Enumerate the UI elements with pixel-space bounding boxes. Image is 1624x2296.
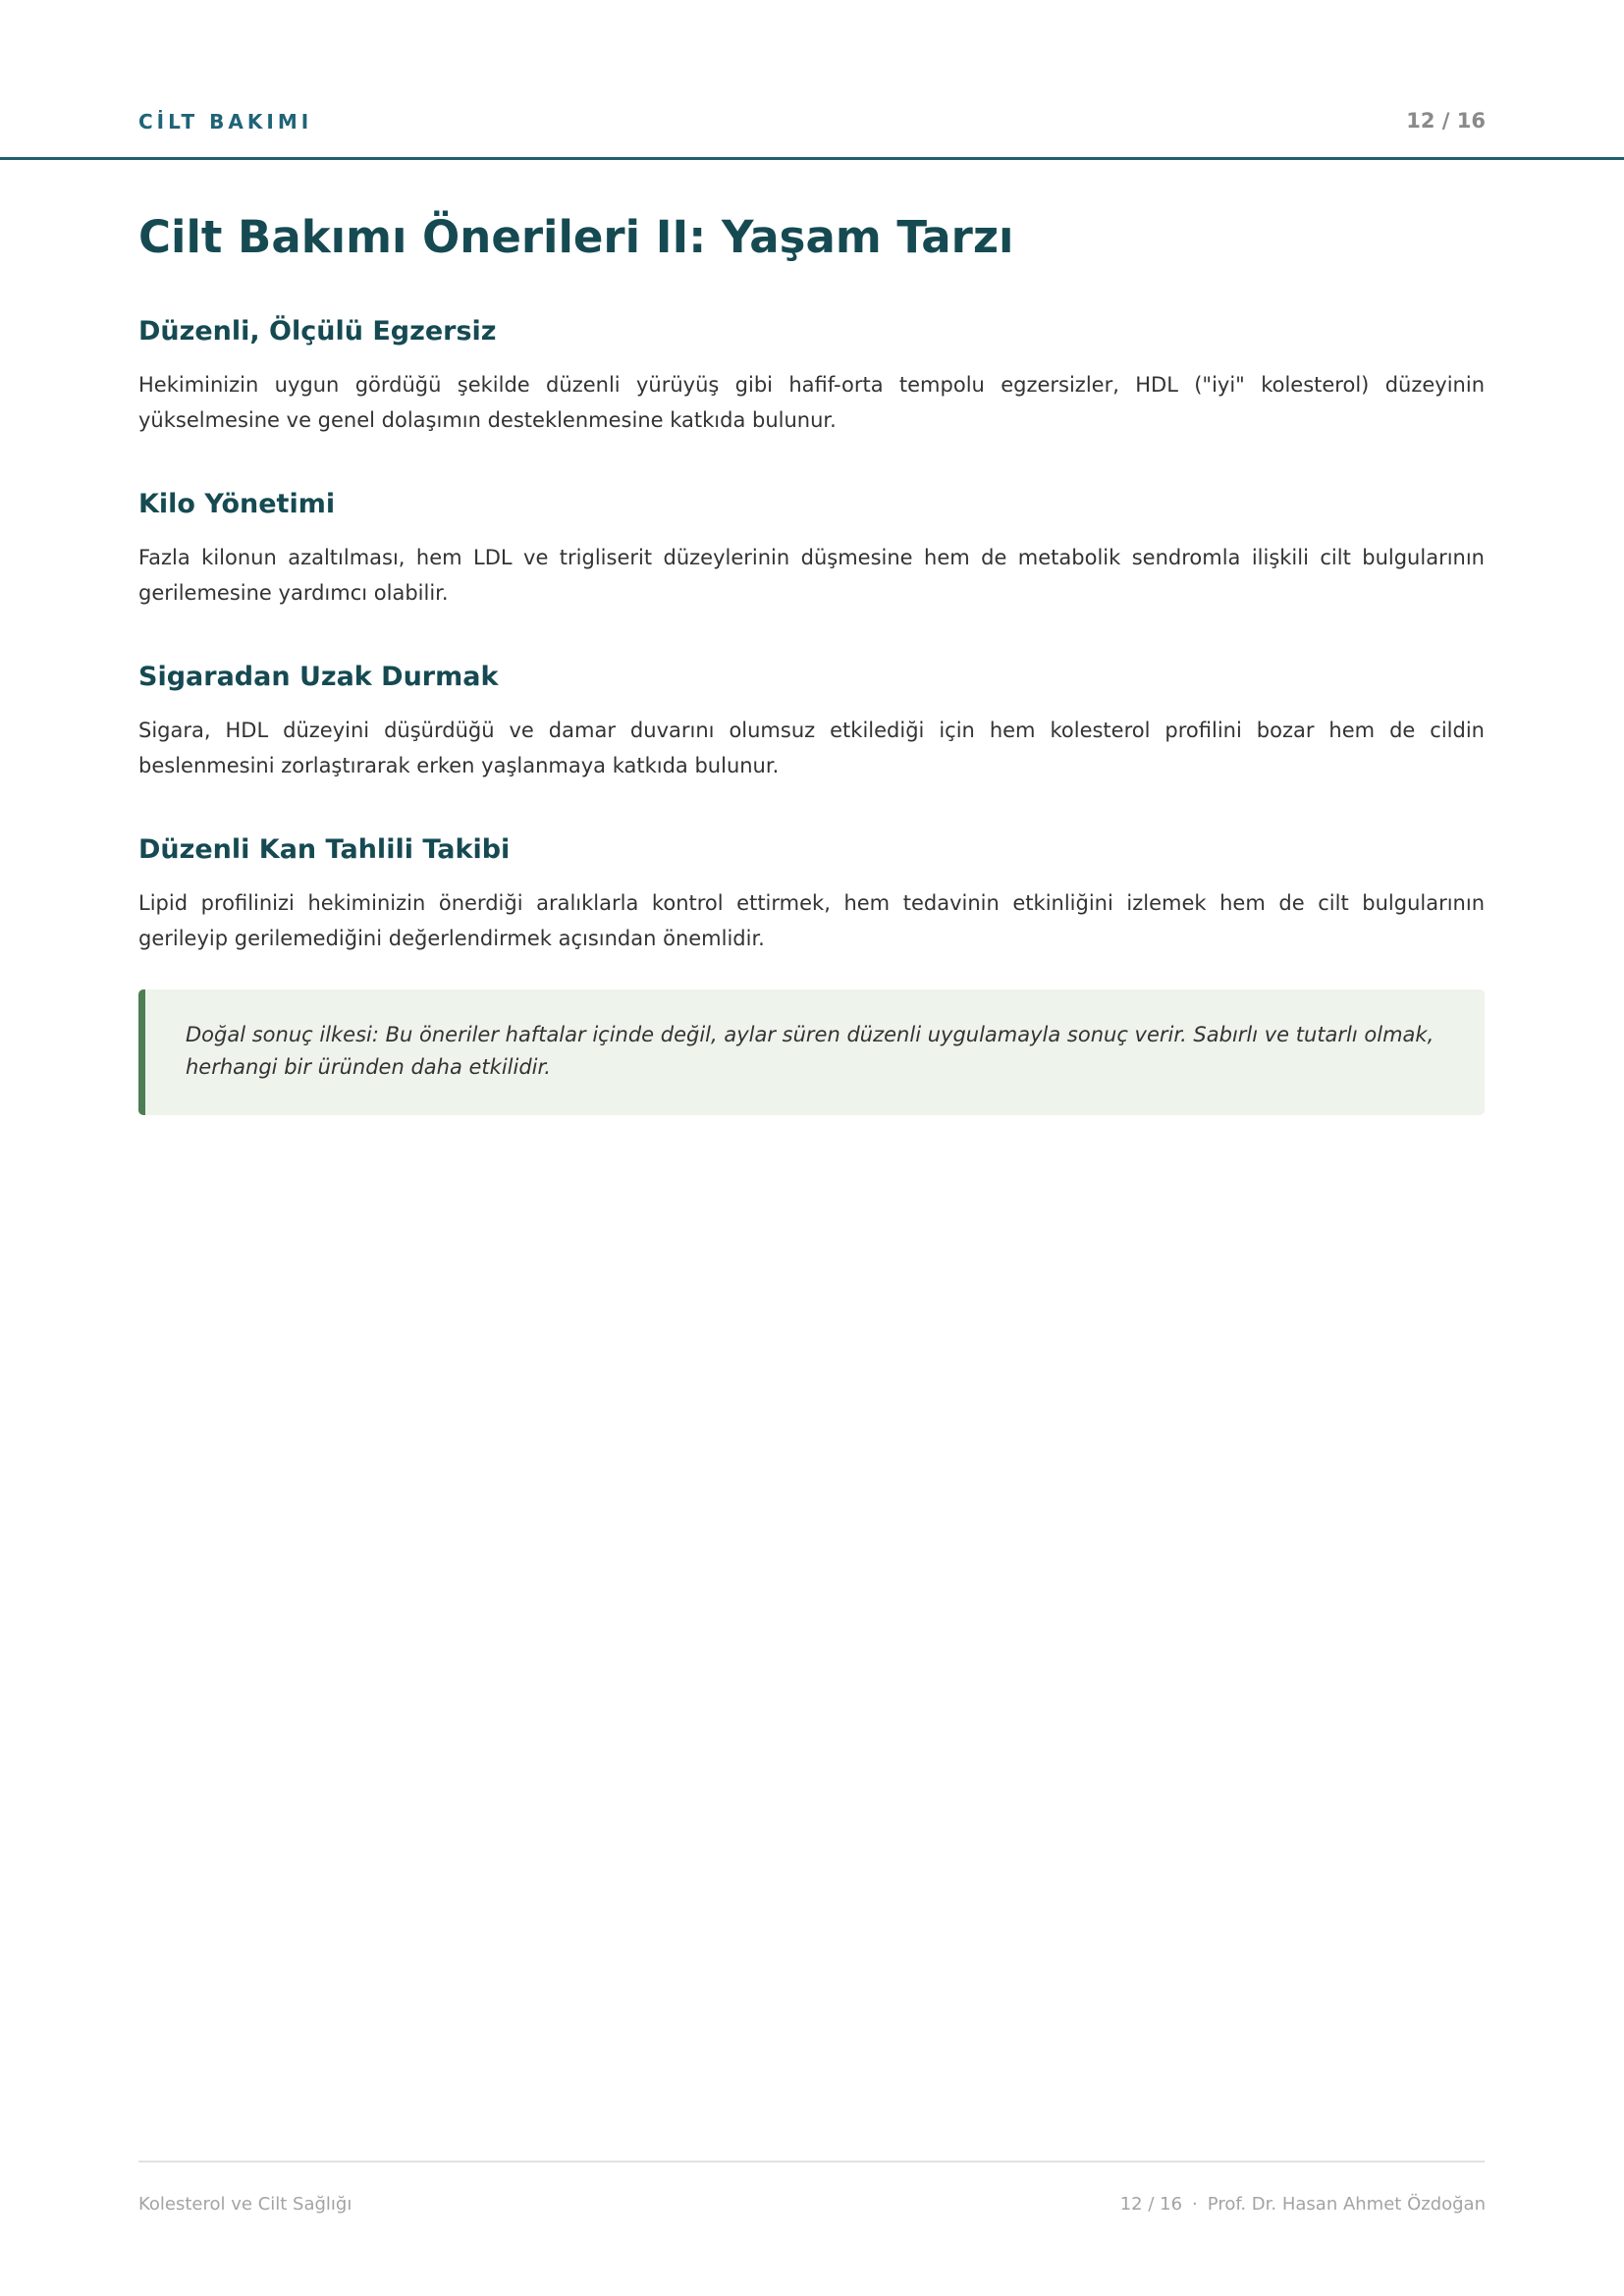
- section-body: Lipid profilinizi hekiminizin önerdiği aralıklarla kontrol ettirmek, hem tedavinin etkinliğini izlemek hem de cilt bulgularının gerileyip gerilemediğini değerlendirmek açısından önemlidir.: [138, 891, 1485, 950]
- footer-meta: [1120, 2194, 1486, 2216]
- footer-author: Prof. Dr. Hasan Ahmet Özdoğan: [1207, 2194, 1486, 2215]
- section-weight-management: [138, 487, 1485, 611]
- section-heading: Düzenli Kan Tahlili Takibi: [138, 834, 511, 865]
- footer-separator: ·: [1192, 2194, 1198, 2215]
- page-title: Cilt Bakımı Önerileri II: Yaşam Tarzı: [138, 211, 1014, 263]
- main-content: [138, 210, 1485, 1115]
- natural-result-note: [138, 989, 1485, 1115]
- header-page-number: 12 / 16: [1406, 109, 1486, 133]
- section-heading: Düzenli, Ölçülü Egzersiz: [138, 316, 497, 347]
- section-label: CİLT BAKIMI: [138, 110, 313, 133]
- section-smoking: [138, 660, 1485, 783]
- page-header: [0, 0, 1624, 160]
- section-exercise: [138, 314, 1485, 438]
- section-body: Fazla kilonun azaltılması, hem LDL ve trigliserit düzeylerinin düşmesine hem de metabolik sendromla ilişkili cilt bulgularının gerilemesine yardımcı olabilir.: [138, 546, 1485, 605]
- section-heading: Sigaradan Uzak Durmak: [138, 662, 499, 692]
- section-body: Hekiminizin uygun gördüğü şekilde düzenli yürüyüş gibi hafif-orta tempolu egzersizler, HDL ("iyi" kolesterol) düzeyinin yükselmesine ve genel dolaşımın desteklenmesine katkıda bulunur.: [138, 373, 1485, 432]
- footer-divider: [138, 2161, 1485, 2163]
- section-heading: Kilo Yönetimi: [138, 489, 336, 519]
- section-body: Sigara, HDL düzeyini düşürdüğü ve damar duvarını olumsuz etkilediği için hem kolesterol profilini bozar hem de cildin beslenmesini zorlaştırarak erken yaşlanmaya katkıda bulunur.: [138, 719, 1485, 777]
- note-text: Doğal sonuç ilkesi: Bu öneriler haftalar içinde değil, aylar süren düzenli uygulamayla sonuç verir. Sabırlı ve tutarlı olmak, herhangi bir üründen daha etkilidir.: [186, 1023, 1435, 1079]
- footer-document-title: Kolesterol ve Cilt Sağlığı: [138, 2194, 352, 2215]
- section-blood-tests: [138, 832, 1485, 956]
- footer-page-number: 12 / 16: [1119, 2194, 1183, 2215]
